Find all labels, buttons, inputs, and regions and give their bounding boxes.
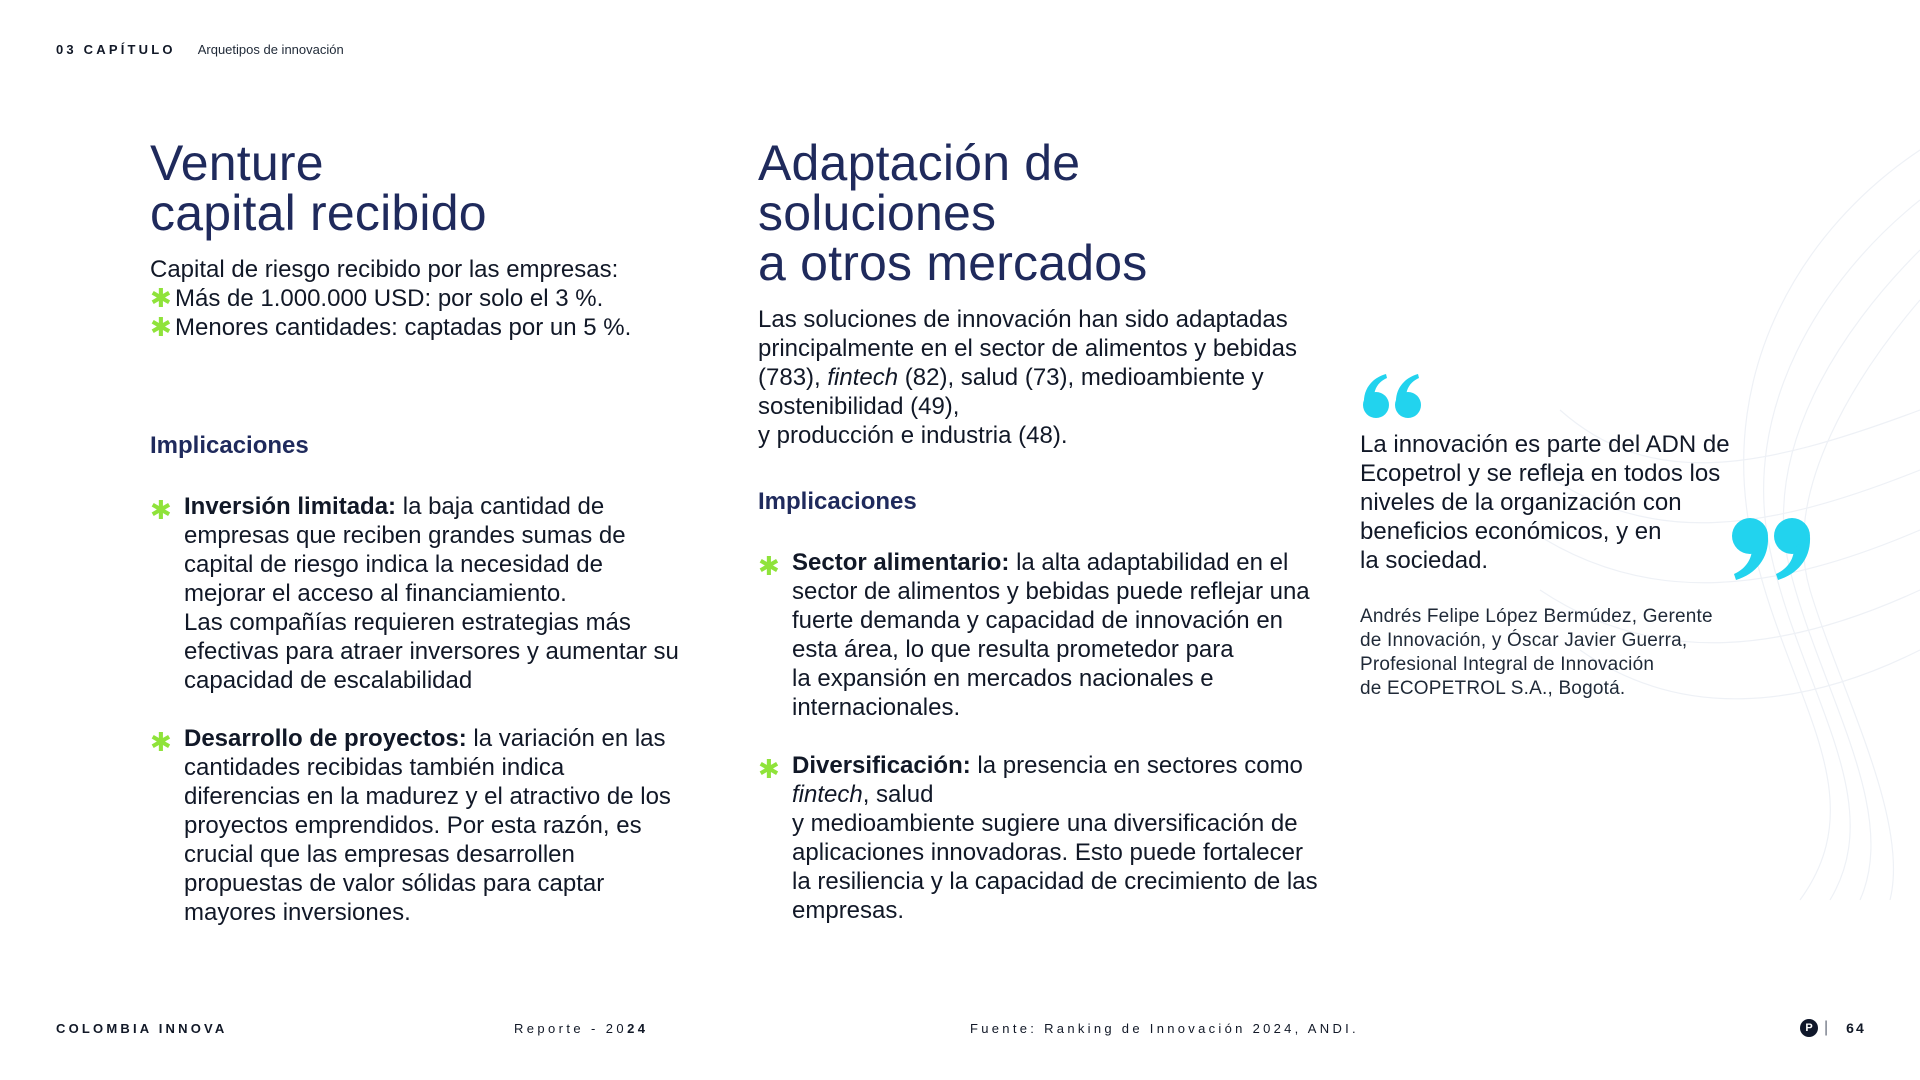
quote-open-icon bbox=[1360, 372, 1424, 420]
list-item: ✱ Inversión limitada: la baja cantidad de empresas que reciben grandes sumas de capital de riesgo indica la necesidad de mejorar el acceso al financiamiento. Las compañías requieren estrategias más efectivas para atraer inversores y aumentar su capacidad de escalabilidad bbox=[150, 493, 679, 694]
list-item: ✱ Diversificación: la presencia en sectores como fintech, salud y medioambiente sugiere una diversificación de aplicaciones innovadoras. Esto puede fortalecer la resiliencia y la capacidad de crecimiento de las empresas. bbox=[758, 752, 1318, 924]
venture-capital-section bbox=[150, 135, 680, 927]
asterisk-icon: ✱ bbox=[758, 754, 780, 784]
page-number: 64 bbox=[1846, 1020, 1866, 1036]
asterisk-icon: ✱ bbox=[150, 312, 172, 342]
list-item: ✱ Desarrollo de proyectos: la variación en las cantidades recibidas también indica diferencias en la madurez y el atractivo de los proyectos emprendidos. Por esta razón, es crucial que las empresas desarrollen propuestas de valor sólidas para captar mayores inversiones. bbox=[150, 725, 671, 926]
section-title: Venture capital recibido bbox=[150, 135, 487, 241]
separator: | bbox=[1824, 1019, 1829, 1036]
quote-close-icon bbox=[1728, 516, 1814, 582]
asterisk-icon: ✱ bbox=[150, 495, 172, 525]
implications-list bbox=[758, 548, 1318, 925]
intro-text-end: y producción e industria (48). bbox=[758, 422, 1068, 449]
section-intro bbox=[758, 305, 1318, 450]
list-item: ✱ Más de 1.000.000 USD: por solo el 3 %. bbox=[150, 283, 604, 313]
footer-source: Fuente: Ranking de Innovación 2024, ANDI. bbox=[970, 1021, 1359, 1036]
quote-author: Andrés Felipe López Bermúdez, Gerente de Innovación, y Óscar Javier Guerra, Profesional Integral de Innovación de ECOPETROL S.A., Bogotá. bbox=[1360, 606, 1713, 699]
asterisk-icon: ✱ bbox=[758, 551, 780, 581]
page-header bbox=[56, 42, 344, 57]
implications-heading: Implicaciones bbox=[758, 488, 917, 515]
section-title: Adaptación de soluciones a otros mercados bbox=[758, 135, 1148, 291]
asterisk-icon: ✱ bbox=[150, 727, 172, 757]
implications-heading: Implicaciones bbox=[150, 432, 309, 459]
testimonial-quote bbox=[1360, 372, 1820, 701]
implications-list bbox=[150, 492, 680, 927]
chapter-label: 03 CAPÍTULO bbox=[56, 42, 176, 57]
asterisk-icon: ✱ bbox=[150, 283, 172, 313]
chapter-title: Arquetipos de innovación bbox=[197, 42, 344, 57]
logo-icon: P bbox=[1800, 1019, 1818, 1037]
section-intro bbox=[150, 255, 680, 342]
intro-text: Capital de riesgo recibido por las empresas: bbox=[150, 256, 619, 283]
list-item: ✱ Menores cantidades: captadas por un 5 %. bbox=[150, 312, 632, 342]
quote-text: La innovación es parte del ADN de Ecopetrol y se refleja en todos los niveles de la organización con beneficios económicos, y en la sociedad. bbox=[1360, 431, 1730, 574]
footer-report: Reporte - 2024 bbox=[514, 1021, 649, 1036]
footer-brand: COLOMBIA INNOVA bbox=[56, 1021, 228, 1036]
market-adaptation-section bbox=[758, 135, 1318, 925]
list-item: ✱ Sector alimentario: la alta adaptabilidad en el sector de alimentos y bebidas puede reflejar una fuerte demanda y capacidad de innovación en esta área, lo que resulta prometedor para la expansión en mercados nacionales e internacionales. bbox=[758, 549, 1310, 721]
footer-page bbox=[1800, 1019, 1866, 1037]
intro-text: Las soluciones de innovación han sido adaptadas principalmente en el sector de alimentos y bebidas (783), fintech (82), salud (73), medioambiente y sostenibilidad (49), bbox=[758, 306, 1297, 420]
